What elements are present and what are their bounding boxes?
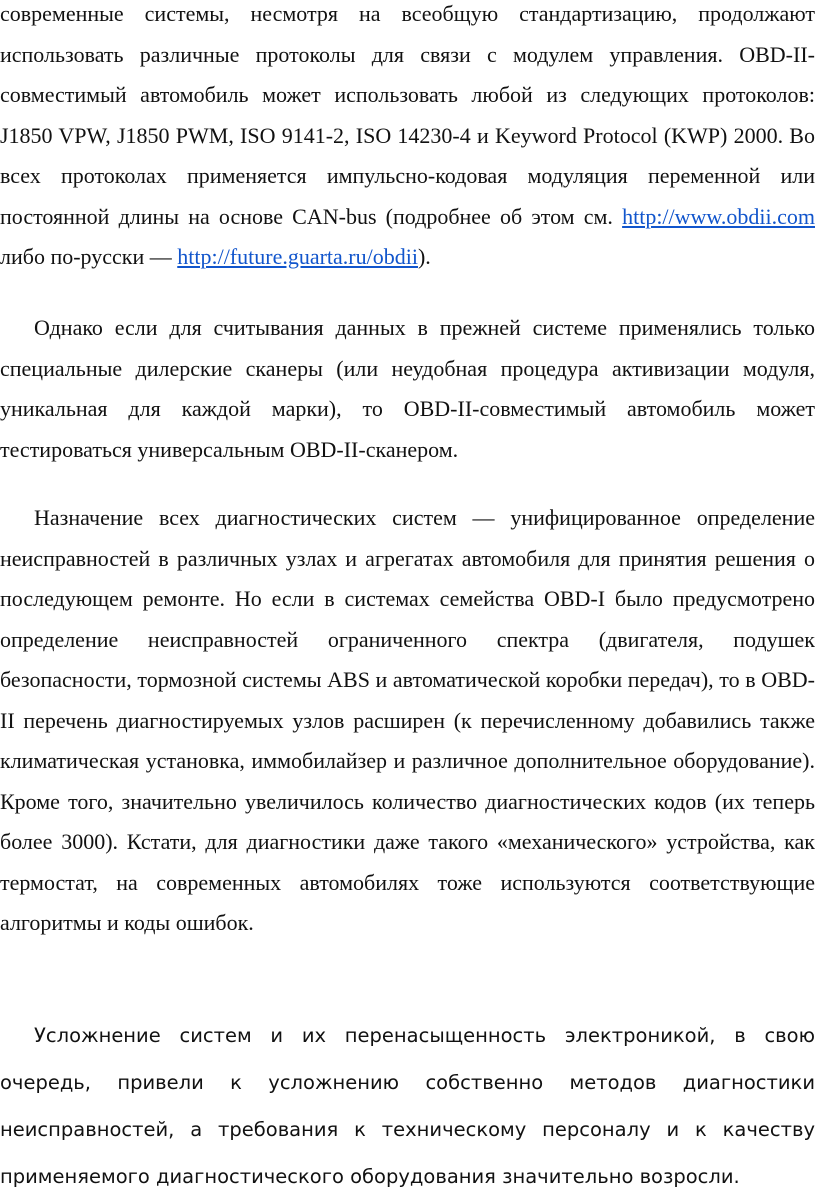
paragraph-diagnostics-purpose: Назначение всех диагностических систем — унифицированное определение неисправностей в различных узлах и агрегатах автомобиля для принятия решения о последующем ремонте. Но если в системах семейства OBD-I было предусмотрено определение неисправностей ограниченного спектра (двигателя, подушек безопасности, тормозной системы ABS и автоматической коробки передач), то в OBD-II перечень диагностируемых узлов расширен (к перечисленному добавились также климатическая установка, иммобилайзер и различное дополнительное оборудование). Кроме того, значительно увеличилось количество диагностических кодов (их теперь более 3000). Кстати, для диагностики даже такого «механического» устройства, как термостат, на современных автомобилях тоже используются соответствующие алгоритмы и коды ошибок. <box>0 505 815 935</box>
paragraph-text: либо по-русски — <box>0 244 172 269</box>
paragraph-text: современные системы, несмотря на всеобщую стандартизацию, продолжают использовать различные протоколы для связи с модулем управления. OBD-II-совместимый автомобиль может использовать любой из следующих протоколов: J1850 VPW, J1850 PWM, ISO 9141-2, ISO 14230-4 и Keyword Protocol (KWP) 2000. Во всех протоколах применяется импульсно-кодовая модуляция переменной или постоянной длины на основе CAN-bus (подробнее об этом см. <box>0 1 815 229</box>
guarta-link[interactable]: http://future.guarta.ru/obdii <box>177 244 418 269</box>
obdii-link[interactable]: http://www.obdii.com <box>622 203 815 229</box>
paragraph-obd-protocols <box>0 0 815 278</box>
paragraph-complexity: Усложнение систем и их перенасыщенность электроникой, в свою очередь, привели к усложнению собственно методов диагностики неисправностей, а требования к техническому персоналу и к качеству применяемого диагностического оборудования значительно возросли. <box>0 1024 815 1188</box>
paragraph-scanners: Однако если для считывания данных в прежней системе применялись только специальные дилерские сканеры (или неудобная процедура активизации модуля, уникальная для каждой марки), то OBD-II-совместимый автомобиль может тестироваться универсальным OBD-II-сканером. <box>0 315 815 462</box>
paragraph-text: ). <box>417 244 431 269</box>
